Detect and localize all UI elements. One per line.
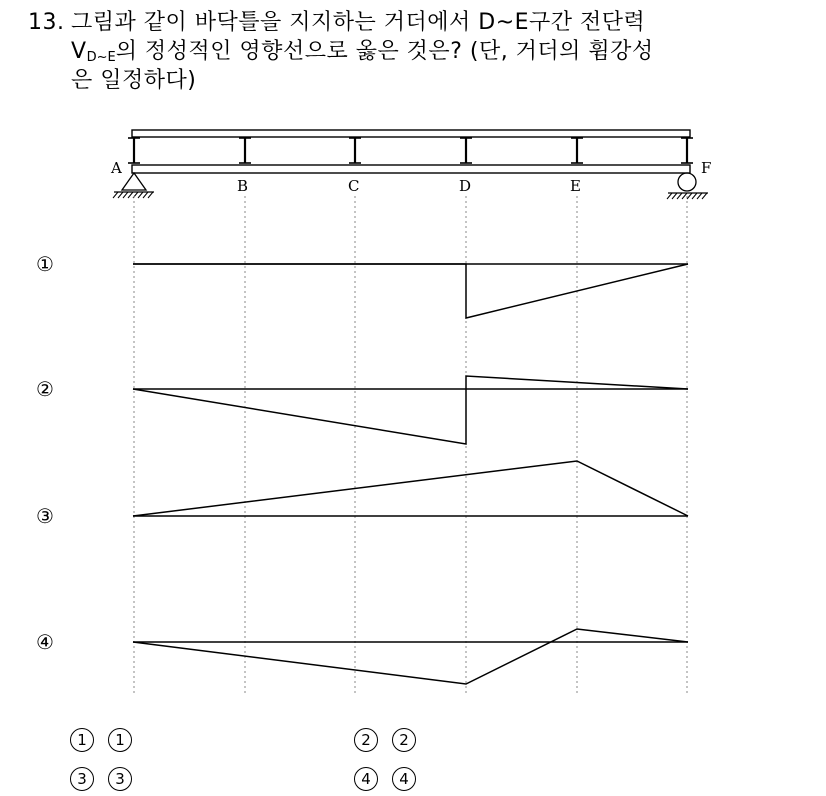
choice-2[interactable] [354, 727, 416, 752]
girder-floor-system [128, 130, 693, 173]
hatch-mark [667, 193, 672, 199]
shear-symbol: V [71, 39, 87, 64]
choice-1[interactable] [70, 727, 132, 752]
floor-beam [681, 138, 693, 163]
point-label-c: C [348, 177, 360, 195]
choice-label: 4 [392, 767, 416, 791]
influence-line-option-2 [133, 376, 688, 444]
influence-curve [133, 376, 688, 444]
pin-support-icon [122, 173, 146, 190]
option-marker-3: ③ [36, 504, 54, 528]
influence-line-option-3 [133, 461, 688, 516]
hatch-mark [113, 192, 118, 198]
point-label-e: E [570, 177, 581, 195]
hatch-mark [677, 193, 682, 199]
choice-label: 3 [108, 767, 132, 791]
hatch-mark [672, 193, 677, 199]
choice-marker: 4 [354, 767, 378, 791]
option-marker-1: ① [36, 252, 54, 276]
floor-beam [349, 138, 361, 163]
option-marker-2: ② [36, 377, 54, 401]
question-line-1: 그림과 같이 바닥틀을 지지하는 거더에서 D~E구간 전단력 [71, 10, 646, 35]
choice-marker: 2 [354, 728, 378, 752]
question-number: 13. [28, 10, 65, 35]
hatch-mark [702, 193, 707, 199]
choice-label: 2 [392, 728, 416, 752]
choice-marker: 1 [70, 728, 94, 752]
option-markers [36, 252, 54, 654]
hatch-mark [682, 193, 687, 199]
point-label-f: F [701, 159, 712, 177]
floor-beam [460, 138, 472, 163]
hatch-mark [118, 192, 123, 198]
floor-beams [128, 138, 693, 163]
shear-subscript: D~E [86, 50, 116, 65]
question-line-3: 은 일정하다) [71, 68, 197, 93]
influence-curve [133, 264, 688, 318]
hatch-mark [148, 192, 153, 198]
hatch-mark [123, 192, 128, 198]
ground-hatch [113, 192, 153, 198]
choice-label: 1 [108, 728, 132, 752]
stringer-deck [132, 130, 690, 137]
floor-beam [571, 138, 583, 163]
question-line-2-rest: 의 정성적인 영향선으로 옳은 것은? (단, 거더의 휨강성 [115, 39, 654, 64]
influence-curve [133, 629, 688, 684]
choice-3[interactable] [70, 766, 132, 791]
choice-marker: 3 [70, 767, 94, 791]
floor-beam [128, 138, 140, 163]
point-label-a: A [111, 159, 122, 177]
floor-beam [239, 138, 251, 163]
hatch-mark [138, 192, 143, 198]
hatch-mark [128, 192, 133, 198]
hatch-mark [143, 192, 148, 198]
influence-line-option-4 [133, 629, 688, 684]
influence-line-option-1 [133, 264, 688, 318]
hatch-mark [692, 193, 697, 199]
main-girder [132, 165, 690, 173]
option-marker-4: ④ [36, 630, 54, 654]
panel-point-guides [134, 196, 687, 696]
hatch-mark [687, 193, 692, 199]
influence-curve [133, 461, 688, 516]
point-label-b: B [237, 177, 249, 195]
choice-4[interactable] [354, 766, 416, 791]
hatch-mark [697, 193, 702, 199]
influence-lines [133, 264, 688, 684]
point-label-d: D [459, 177, 472, 195]
roller-support-icon [678, 173, 696, 191]
